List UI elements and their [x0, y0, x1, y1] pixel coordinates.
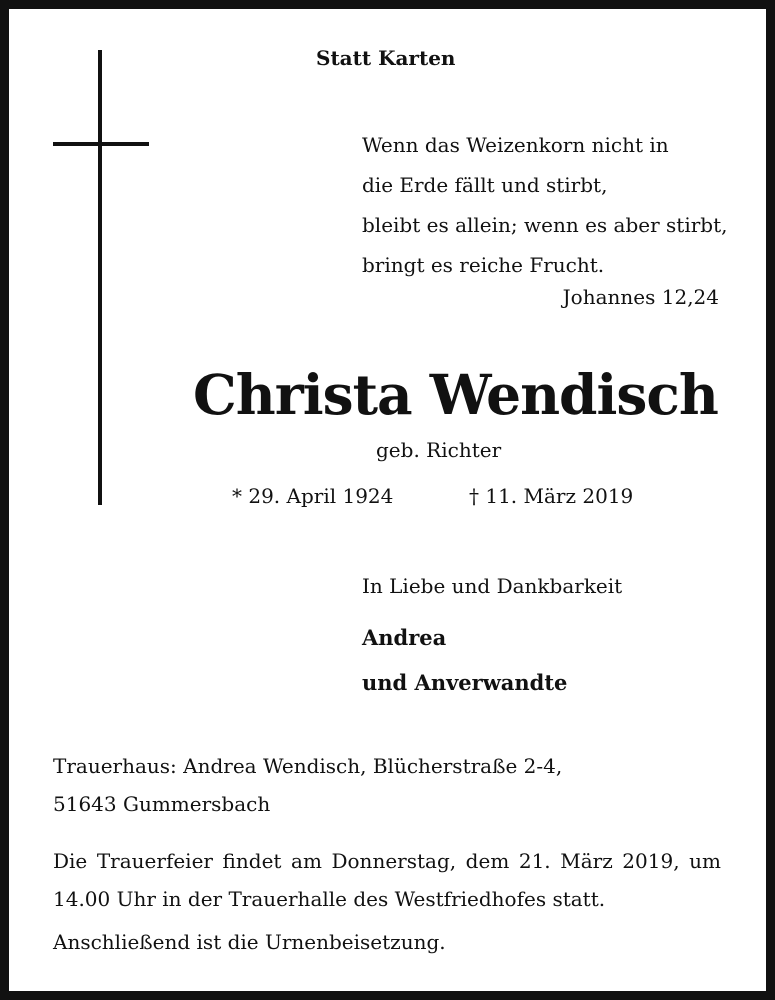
mourner-name: Andrea — [362, 625, 447, 650]
verse-line: die Erde fällt und stirbt, — [362, 173, 608, 197]
cross-horizontal-bar — [53, 142, 149, 146]
death-date: † 11. März 2019 — [469, 484, 634, 508]
maiden-name: geb. Richter — [376, 438, 502, 462]
cross-vertical-bar — [98, 50, 102, 505]
mourner-name: und Anverwandte — [362, 670, 568, 695]
verse-line: Wenn das Weizenkorn nicht in — [362, 133, 669, 157]
ceremony-line: Die Trauerfeier findet am Donnerstag, dem 21. März 2019, um — [53, 849, 721, 873]
verse-source: Johannes 12,24 — [562, 285, 719, 309]
birth-date: * 29. April 1924 — [232, 484, 394, 508]
mourning-house-line: 51643 Gummersbach — [53, 792, 271, 816]
notice-heading: Statt Karten — [316, 46, 456, 70]
bible-verse — [362, 125, 727, 285]
verse-line: bringt es reiche Frucht. — [362, 253, 605, 277]
closing-text: Anschließend ist die Urnenbeisetzung. — [53, 930, 446, 954]
mourning-house-line: Trauerhaus: Andrea Wendisch, Blücherstraße 2-4, — [53, 754, 563, 778]
deceased-name: Christa Wendisch — [193, 362, 718, 427]
verse-line: bleibt es allein; wenn es aber stirbt, — [362, 213, 728, 237]
ceremony-line: 14.00 Uhr in der Trauerhalle des Westfriedhofes statt. — [53, 887, 606, 911]
ceremony-text — [53, 842, 721, 918]
dedication-text: In Liebe und Dankbarkeit — [362, 574, 623, 598]
